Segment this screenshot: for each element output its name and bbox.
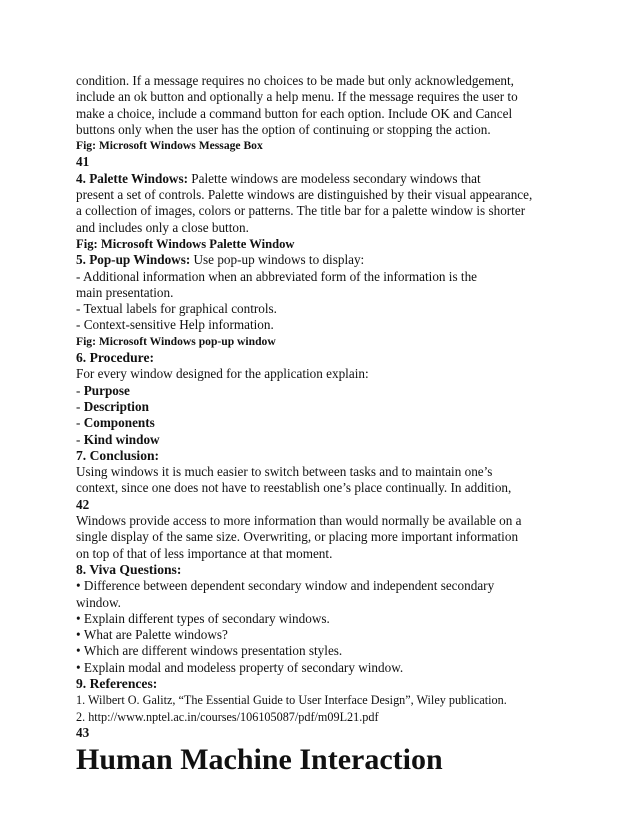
section-4-first-line bbox=[76, 171, 576, 187]
body-text-line: For every window designed for the application explain: bbox=[76, 366, 369, 382]
procedure-item: - Components bbox=[76, 415, 155, 431]
body-text-line: a collection of images, colors or patterns. The title bar for a palette window is shorter bbox=[76, 203, 526, 219]
section-heading: 8. Viva Questions: bbox=[76, 561, 182, 577]
section-4-label: 4. Palette Windows: bbox=[76, 170, 188, 186]
reference-item: 2. http://www.nptel.ac.in/courses/106105087/pdf/m09L21.pdf bbox=[76, 709, 379, 724]
body-text-line: buttons only when the user has the option of continuing or stopping the action. bbox=[76, 121, 491, 137]
document-page bbox=[76, 73, 576, 777]
page-number: 42 bbox=[76, 496, 90, 512]
body-text-line: condition. If a message requires no choices to be made but only acknowledgement, bbox=[76, 73, 514, 88]
body-text-line: Using windows it is much easier to switch between tasks and to maintain one’s bbox=[76, 464, 493, 480]
body-text-line: present a set of controls. Palette windows are distinguished by their visual appearance, bbox=[76, 187, 533, 203]
section-heading: 9. References: bbox=[76, 675, 158, 691]
body-text-line: single display of the same size. Overwriting, or placing more important information bbox=[76, 529, 519, 545]
body-text-line: include an ok button and optionally a help menu. If the message requires the user to bbox=[76, 89, 518, 105]
body-text-line: and includes only a close button. bbox=[76, 219, 249, 235]
section-5-first-line bbox=[76, 252, 576, 268]
section-4-text: Palette windows are modeless secondary windows that bbox=[187, 170, 481, 186]
section-5-label: 5. Pop-up Windows: bbox=[76, 252, 191, 268]
body-text-line: make a choice, include a command button for each option. Include OK and Cancel bbox=[76, 105, 513, 121]
reference-item: 1. Wilbert O. Galitz, “The Essential Guide to User Interface Design”, Wiley publication. bbox=[76, 693, 507, 708]
body-text-line: on top of that of less importance at that moment. bbox=[76, 545, 333, 561]
viva-question: • What are Palette windows? bbox=[76, 627, 576, 643]
page-number: 43 bbox=[76, 724, 90, 740]
body-text-line: main presentation. bbox=[76, 284, 174, 300]
figure-caption: Fig: Microsoft Windows Message Box bbox=[76, 139, 263, 153]
body-text-line: - Textual labels for graphical controls. bbox=[76, 301, 277, 317]
figure-caption: Fig: Microsoft Windows Palette Window bbox=[76, 236, 295, 251]
chapter-title: Human Machine Interaction bbox=[76, 743, 443, 777]
procedure-item: - Kind window bbox=[76, 431, 160, 447]
viva-question-continuation: window. bbox=[76, 594, 121, 610]
body-text-line: context, since one does not have to reestablish one’s place continually. In addition, bbox=[76, 480, 512, 496]
viva-question: • Which are different windows presentation styles. bbox=[76, 643, 576, 659]
viva-question: • Explain modal and modeless property of secondary window. bbox=[76, 660, 576, 676]
section-heading: 7. Conclusion: bbox=[76, 447, 160, 463]
viva-question: • Explain different types of secondary windows. bbox=[76, 611, 576, 627]
figure-caption: Fig: Microsoft Windows pop-up window bbox=[76, 334, 276, 348]
body-text-line: Windows provide access to more information than would normally be available on a bbox=[76, 513, 522, 529]
procedure-item: - Description bbox=[76, 398, 149, 414]
section-5-text: Use pop-up windows to display: bbox=[190, 252, 365, 268]
body-text-line: - Additional information when an abbreviated form of the information is the bbox=[76, 268, 478, 284]
viva-question: • Difference between dependent secondary window and independent secondary bbox=[76, 578, 576, 594]
procedure-item: - Purpose bbox=[76, 382, 130, 398]
body-text-line: - Context-sensitive Help information. bbox=[76, 317, 274, 333]
section-heading: 6. Procedure: bbox=[76, 350, 155, 366]
page-number: 41 bbox=[76, 154, 90, 170]
